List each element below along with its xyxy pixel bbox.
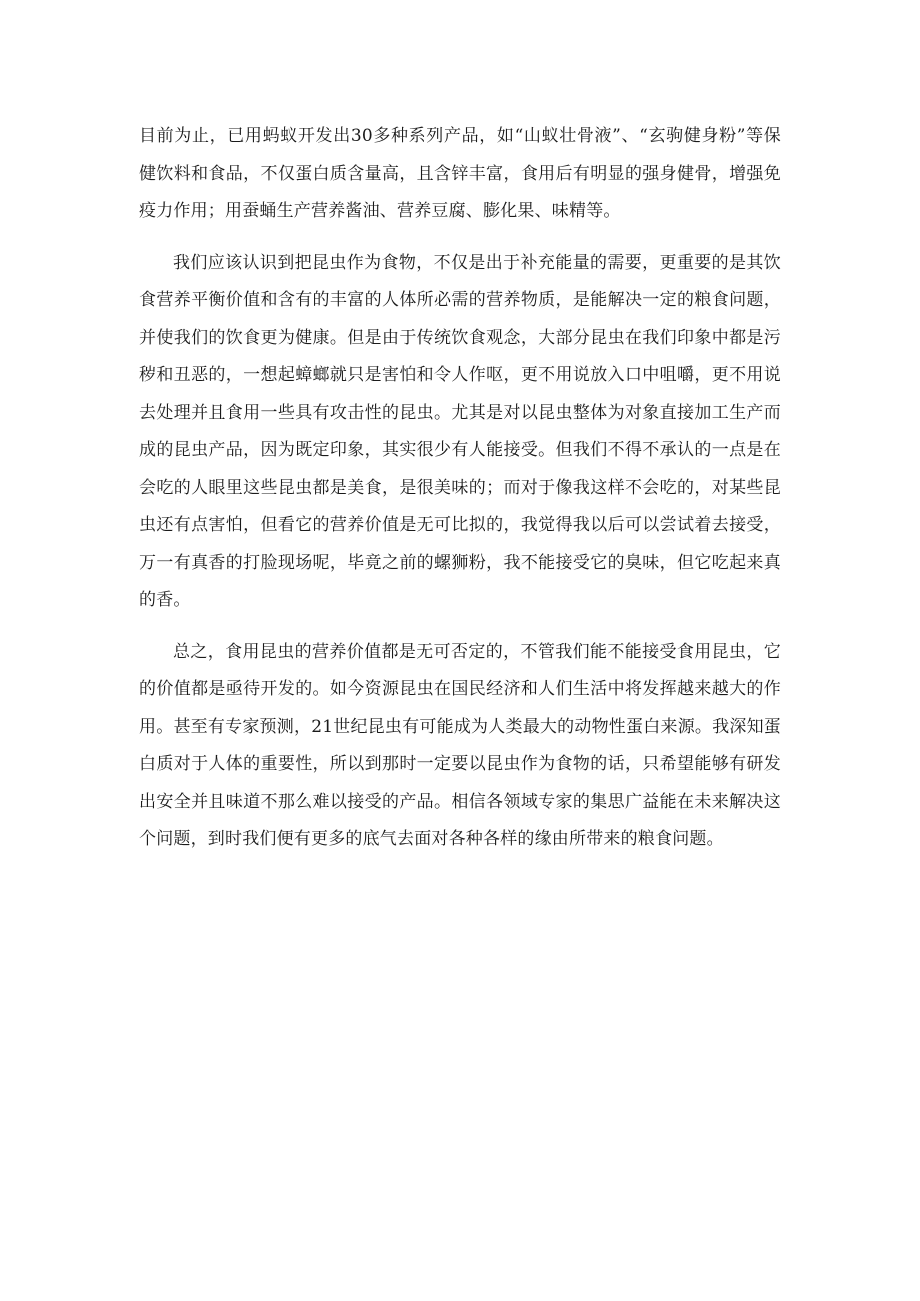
paragraph-1: 目前为止，已用蚂蚁开发出30多种系列产品，如“山蚁壮骨液”、“玄驹健身粉”等保健饮料和食品，不仅蛋白质含量高，且含锌丰富，食用后有明显的强身健骨，增强免疫力作用；用蚕蛹生产营养酱油、营养豆腐、膨化果、味精等。 xyxy=(139,126,781,221)
paragraph-3: 总之，食用昆虫的营养价值都是无可否定的，不管我们能不能接受食用昆虫，它的价值都是亟待开发的。如今资源昆虫在国民经济和人们生活中将发挥越来越大的作用。甚至有专家预测，21世纪昆虫有可能成为人类最大的动物性蛋白来源。我深知蛋白质对于人体的重要性，所以到那时一定要以昆虫作为食物的话，只希望能够有研发出安全并且味道不那么难以接受的产品。相信各领域专家的集思广益能在未来解决这个问题，到时我们便有更多的底气去面对各种各样的缘由所带来的粮食问题。 xyxy=(139,641,781,849)
document-page xyxy=(139,118,781,859)
paragraph-2: 我们应该认识到把昆虫作为食物，不仅是出于补充能量的需要，更重要的是其饮食营养平衡价值和含有的丰富的人体所必需的营养物质，是能解决一定的粮食问题，并使我们的饮食更为健康。但是由于传统饮食观念，大部分昆虫在我们印象中都是污秽和丑恶的，一想起蟑螂就只是害怕和令人作呕，更不用说放入口中咀嚼，更不用说去处理并且食用一些具有攻击性的昆虫。尤其是对以昆虫整体为对象直接加工生产而成的昆虫产品，因为既定印象，其实很少有人能接受。但我们不得不承认的一点是在会吃的人眼里这些昆虫都是美食，是很美味的；而对于像我这样不会吃的，对某些昆虫还有点害怕，但看它的营养价值是无可比拟的，我觉得我以后可以尝试着去接受，万一有真香的打脸现场呢，毕竟之前的螺狮粉，我不能接受它的臭味，但它吃起来真的香。 xyxy=(139,252,781,610)
